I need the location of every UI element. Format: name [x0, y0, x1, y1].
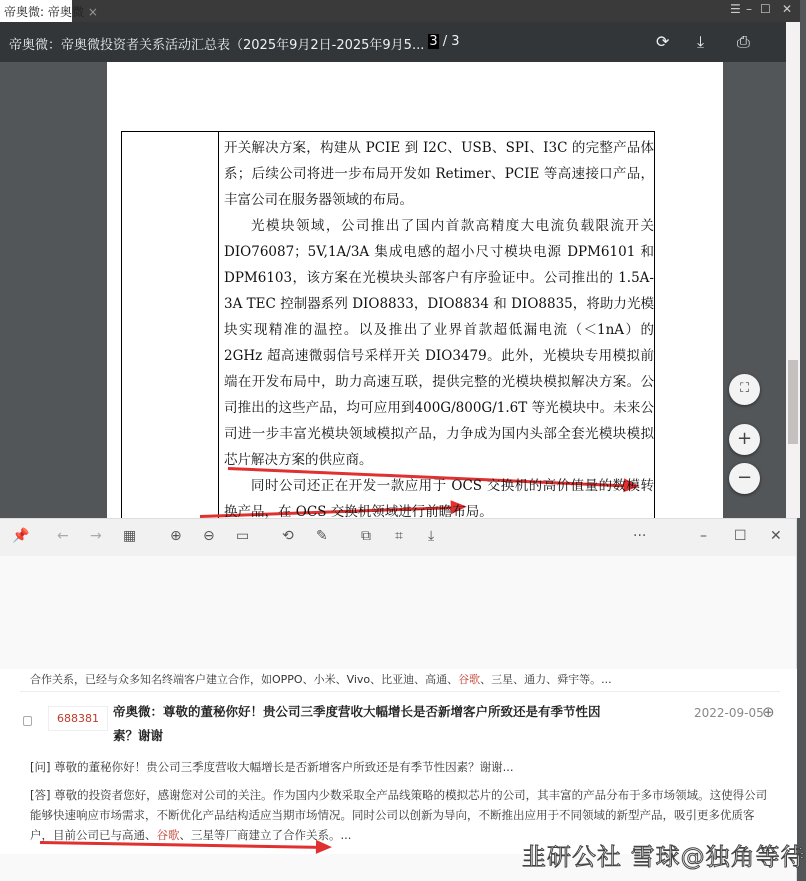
- previous-answer-text: [30, 671, 612, 687]
- minimize-button[interactable]: –: [746, 2, 752, 16]
- scrollbar-thumb[interactable]: [788, 360, 798, 444]
- more-icon[interactable]: ···: [633, 528, 647, 544]
- document-title: 帝奥微：帝奥微投资者关系活动汇总表（2025年9月2日-2025年9月5...: [9, 38, 425, 53]
- pdf-toolbar: [0, 22, 786, 62]
- highlight: 谷歌: [156, 828, 180, 842]
- zoom-out-button[interactable]: −: [729, 463, 760, 494]
- question-title[interactable]: 帝奥微：尊敬的董秘你好！贵公司三季度营收大幅增长是否新增客户所致还是有季节性因素？谢谢: [113, 704, 601, 743]
- maximize-button[interactable]: ☐: [734, 528, 747, 544]
- close-button[interactable]: ✕: [770, 528, 782, 544]
- scrollbar[interactable]: [786, 22, 800, 518]
- tab-title: 帝奥微: 帝奥微: [4, 5, 84, 19]
- edit-icon[interactable]: ✎: [316, 528, 328, 544]
- pdf-page: [107, 62, 723, 518]
- fit-page-button[interactable]: ⛶: [729, 374, 760, 405]
- document-table: [121, 131, 655, 531]
- globe-icon[interactable]: ⊕: [762, 703, 775, 721]
- menu-icon[interactable]: ☰: [730, 2, 741, 16]
- page-total: / 3: [442, 34, 460, 49]
- title-row: [9, 34, 460, 53]
- select-checkbox[interactable]: [23, 716, 32, 726]
- actual-size-icon[interactable]: ▭: [236, 528, 250, 544]
- answer-text: [30, 785, 770, 845]
- paragraph: 光模块领域，公司推出了国内首款高精度大电流负载限流开关DIO76087；5V,1A/3A 集成电感的超小尺寸模块电源 DPM6101 和 DPM6103，该方案在光模块头部客户有序验证中。公司推出的 1.5A-3A TEC 控制器系列 DIO8833，DIO8834 和 DIO8835，将助力光模块实现精准的温控。以及推出了业界首款超低漏电流（＜1nA）的 2GHz 超高速微弱信号采样开关 DIO3479。此外，光模块专用模拟前端在开发布局中，助力高速互联，提供完整的光模块模拟解决方案。公司推出的这些产品，均可应用到400G/800G/1.6T 等光模块中。未来公司进一步丰富光模块领域模拟产品，力争成为国内头部全套光模块模拟芯片解决方案的供应商。: [224, 218, 654, 468]
- viewer-window: [0, 518, 806, 881]
- maximize-button[interactable]: ☐: [760, 2, 771, 16]
- table-column-divider: [218, 132, 219, 531]
- page-indicator: [428, 34, 459, 53]
- print-icon[interactable]: ⎙: [737, 32, 750, 51]
- text: 、三星等厂商建立了合作关系。...: [179, 828, 352, 842]
- rotate-icon[interactable]: ⟳: [656, 32, 670, 51]
- back-icon[interactable]: ←: [57, 528, 69, 544]
- highlight: 谷歌: [458, 673, 481, 686]
- tab-close-icon[interactable]: ×: [87, 5, 98, 19]
- download-icon[interactable]: ⤓: [697, 32, 705, 51]
- zoom-in-icon[interactable]: ⊕: [170, 528, 182, 544]
- text: [答] 尊敬的投资者您好，感谢您对公司的关注。作为国内少数采取全产品线策略的模拟芯片的公司，其丰富的产品分布于多市场领域。这使得公司能够快速响应市场需求，不断优化产品结构适应当期市场情况。同时公司以创新为导向，不断推出应用于不同领域的新型产品，吸引更多优质客户，目前公司已与高通、: [30, 788, 768, 842]
- date: 2022-09-05: [694, 706, 764, 720]
- stock-code-badge[interactable]: 688381: [48, 706, 108, 731]
- close-window-button[interactable]: ✕: [782, 2, 793, 16]
- page-input[interactable]: 3: [429, 34, 438, 49]
- question-text: [问] 尊敬的董秘你好！贵公司三季度营收大幅增长是否新增客户所致还是有季节性因素？谢谢...: [30, 760, 514, 774]
- table-cell-text: [224, 135, 654, 525]
- list-item[interactable]: [20, 691, 780, 743]
- pin-icon[interactable]: 📌: [12, 528, 30, 544]
- zoom-out-icon[interactable]: ⊖: [203, 528, 215, 544]
- watermark: 韭研公社 雪球@独角等待: [522, 843, 806, 871]
- minimize-button[interactable]: –: [700, 528, 707, 544]
- save-icon[interactable]: ⤓: [428, 528, 435, 544]
- qa-list: [0, 669, 797, 854]
- translate-icon[interactable]: ⧉: [361, 528, 371, 544]
- forward-icon[interactable]: →: [90, 528, 102, 544]
- text: 、三星、通力、舜宇等。...: [480, 673, 612, 686]
- rotate-icon[interactable]: ⟲: [282, 528, 294, 544]
- paragraph: 开关解决方案，构建从 PCIE 到 I2C、USB、SPI、I3C 的完整产品体系；后续公司将进一步布局开发如 Retimer、PCIE 等高速接口产品，丰富公司在服务器领域的布局。: [224, 140, 654, 208]
- scan-icon[interactable]: ⌗: [395, 528, 403, 544]
- text: 合作关系，已经与众多知名终端客户建立合作，如OPPO、小米、Vivo、比亚迪、高通、: [30, 673, 459, 686]
- zoom-in-button[interactable]: +: [729, 424, 760, 455]
- browser-tab[interactable]: [0, 0, 98, 22]
- browser-title-bar: [0, 0, 800, 22]
- paragraph: 同时公司还正在开发一款应用于 OCS 交换机的高价值量的数模转换产品，在 OCS 交换机领域进行前瞻布局。: [224, 478, 654, 520]
- grid-icon[interactable]: ▦: [123, 528, 137, 544]
